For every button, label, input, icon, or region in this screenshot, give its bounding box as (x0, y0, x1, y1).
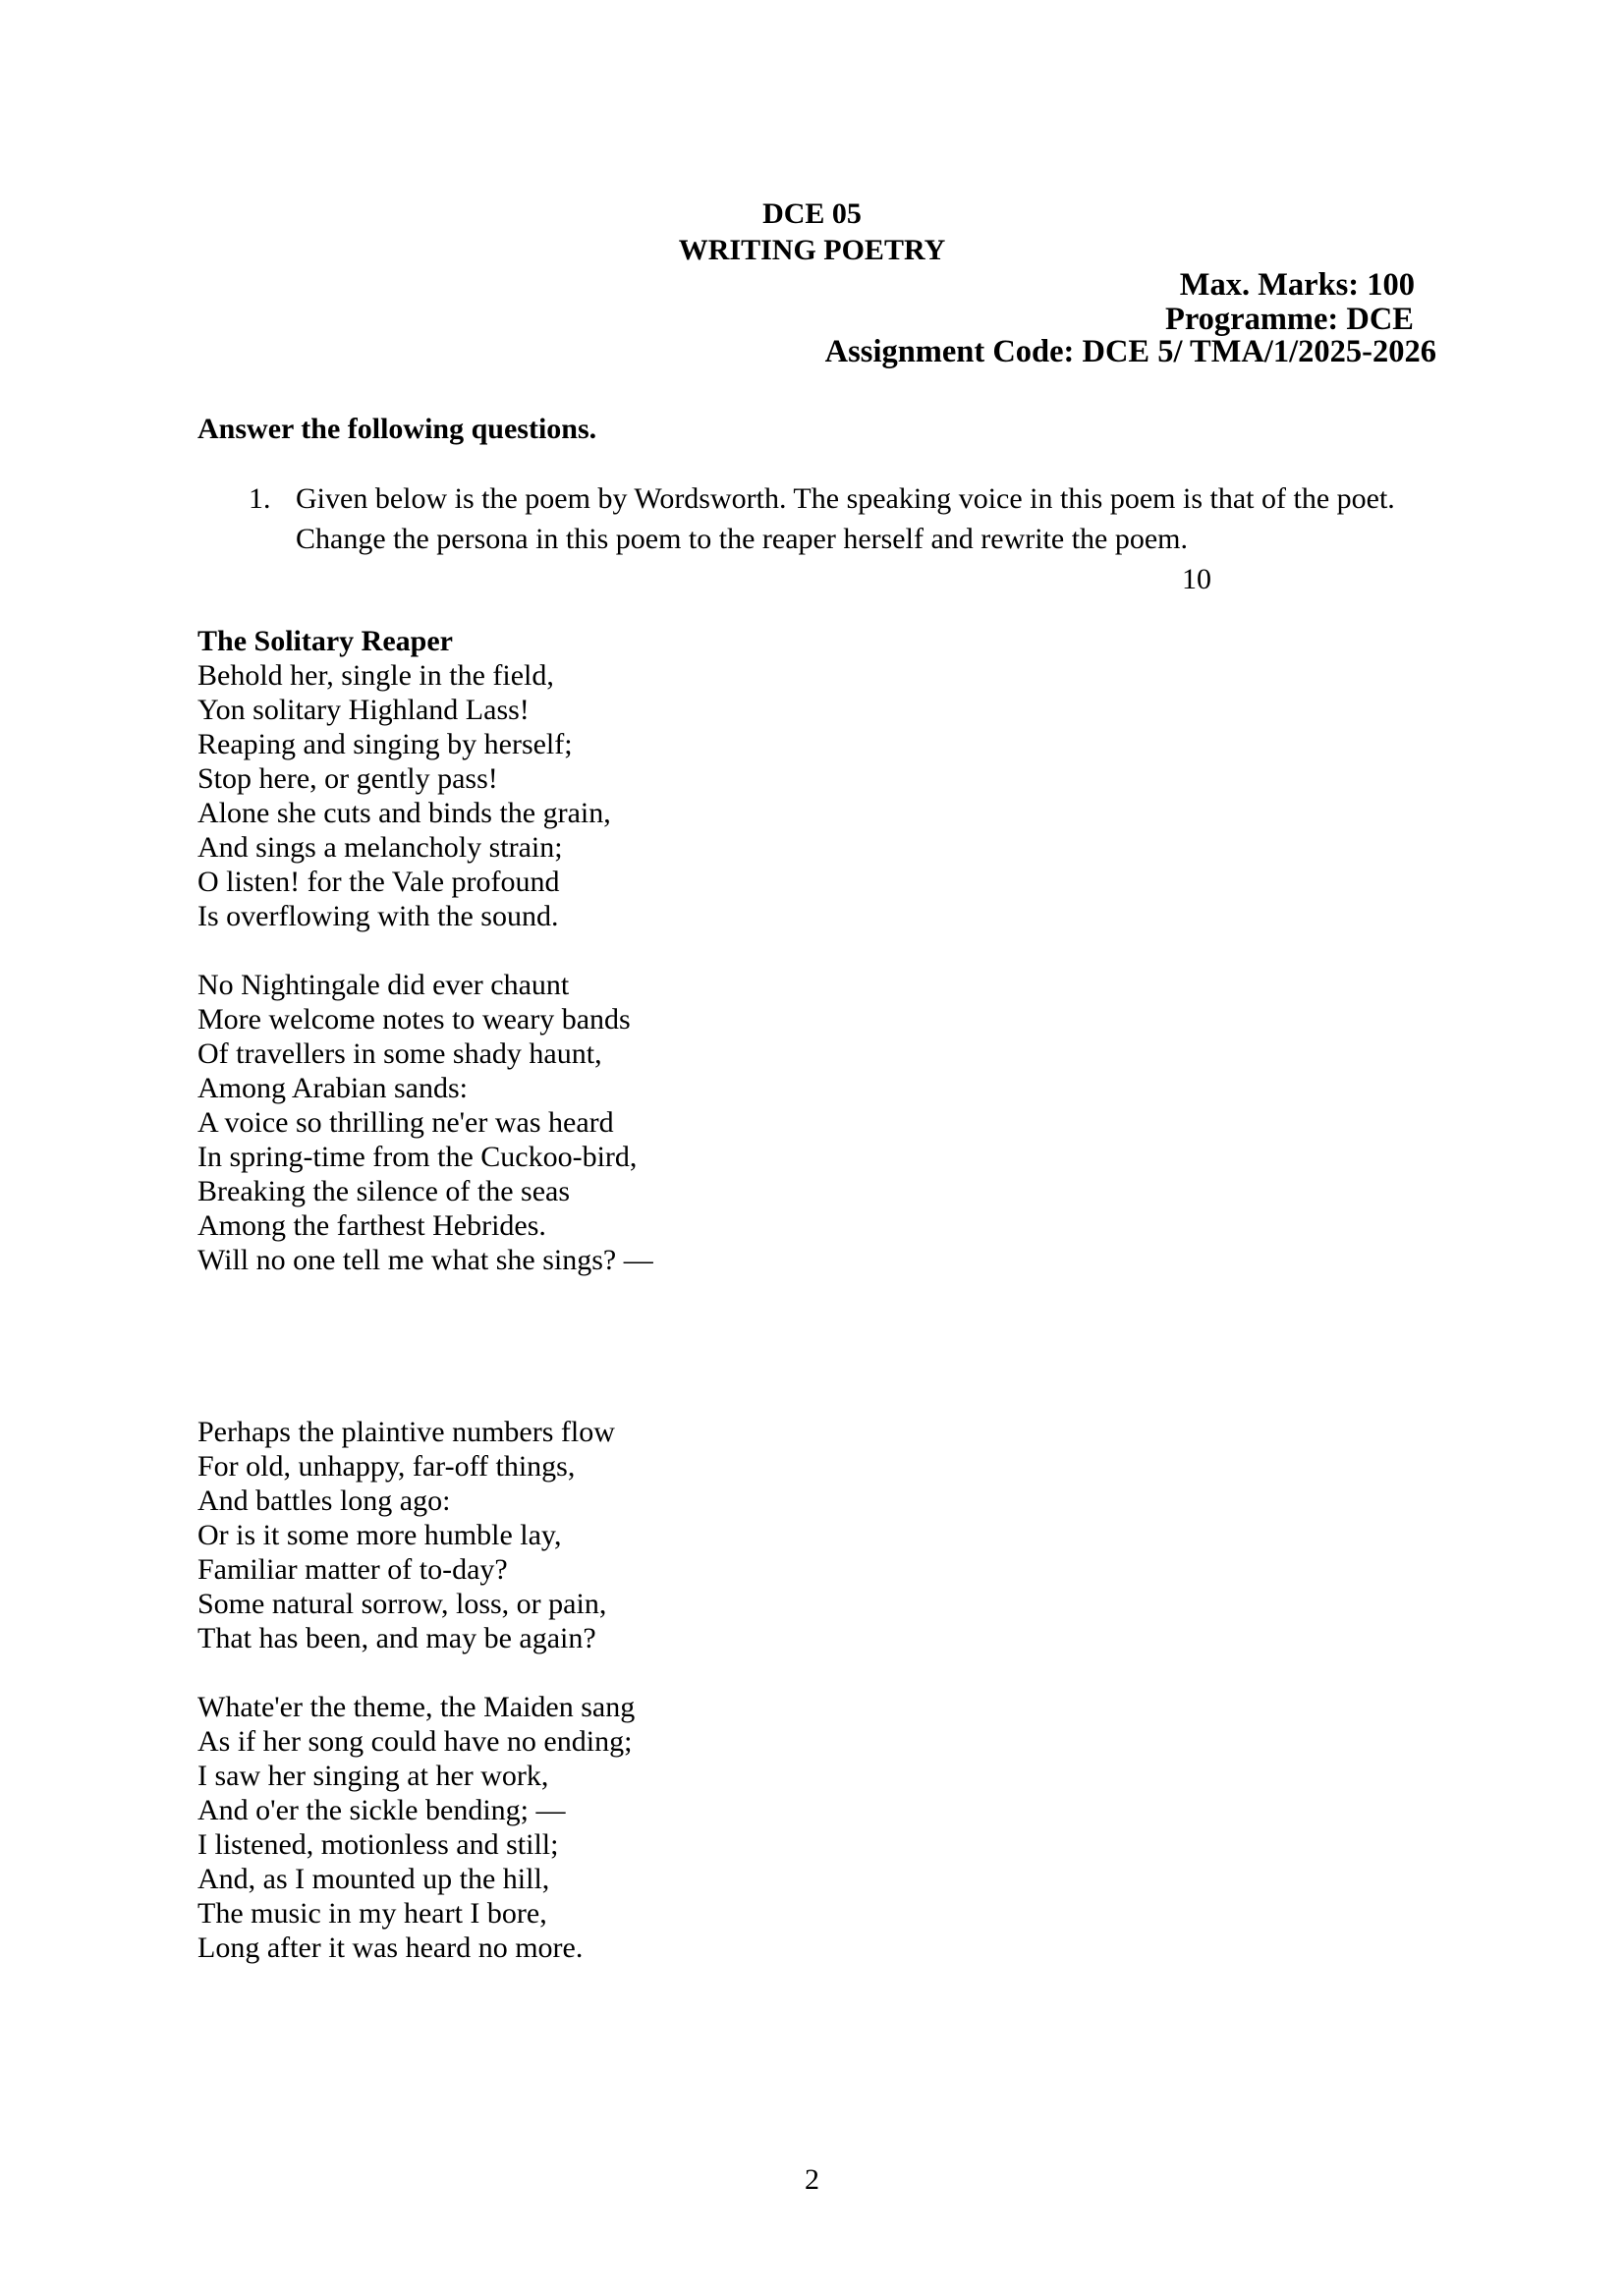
stanza-gap (197, 1655, 653, 1690)
assignment-code: Assignment Code: DCE 5/ TMA/1/2025-2026 (824, 334, 1436, 369)
poem-stanza-2 (197, 968, 653, 1277)
poem-line: Yon solitary Highland Lass! (197, 694, 530, 726)
poem-line: That has been, and may be again? (197, 1622, 596, 1654)
poem-line: And battles long ago: (197, 1484, 451, 1517)
poem-line: More welcome notes to weary bands (197, 1003, 631, 1036)
poem-line: Or is it some more humble lay, (197, 1519, 562, 1551)
poem-line: Familiar matter of to-day? (197, 1553, 508, 1586)
question-number: 1. (249, 482, 271, 515)
question-text-line: Change the persona in this poem to the reaper herself and rewrite the poem. (296, 523, 1189, 555)
question-marks: 10 (1182, 563, 1211, 595)
programme: Programme: DCE (1164, 302, 1414, 337)
poem-line: In spring-time from the Cuckoo-bird, (197, 1141, 638, 1173)
poem-line: No Nightingale did ever chaunt (197, 969, 570, 1001)
poem-line: Is overflowing with the sound. (197, 900, 559, 932)
poem (197, 624, 653, 1965)
poem-line: And, as I mounted up the hill, (197, 1863, 550, 1895)
poem-line: Whate'er the theme, the Maiden sang (197, 1691, 636, 1723)
poem-line: Perhaps the plaintive numbers flow (197, 1416, 615, 1448)
poem-line: Some natural sorrow, loss, or pain, (197, 1588, 607, 1620)
poem-line: And o'er the sickle bending; — (197, 1794, 566, 1826)
course-code: DCE 05 (762, 197, 862, 230)
poem-line: I saw her singing at her work, (197, 1760, 549, 1792)
question-text-line: Given below is the poem by Wordsworth. The speaking voice in this poem is that of the poet. (296, 482, 1395, 515)
instructions-heading: Answer the following questions. (197, 413, 597, 445)
page-number: 2 (805, 2163, 819, 2196)
poem-line: Among the farthest Hebrides. (197, 1209, 546, 1242)
poem-line: Stop here, or gently pass! (197, 762, 498, 795)
poem-stanza-3 (197, 1415, 653, 1655)
poem-line: A voice so thrilling ne'er was heard (197, 1106, 614, 1139)
poem-line: The music in my heart I bore, (197, 1897, 547, 1930)
poem-line: Of travellers in some shady haunt, (197, 1037, 602, 1070)
poem-line: Breaking the silence of the seas (197, 1175, 571, 1207)
poem-stanza-4 (197, 1690, 653, 1965)
poem-title: The Solitary Reaper (197, 625, 453, 657)
poem-line: O listen! for the Vale profound (197, 866, 560, 898)
poem-line: Long after it was heard no more. (197, 1932, 584, 1964)
poem-line: I listened, motionless and still; (197, 1828, 559, 1861)
poem-line: For old, unhappy, far-off things, (197, 1450, 576, 1483)
poem-line: As if her song could have no ending; (197, 1725, 633, 1758)
poem-stanza-1 (197, 658, 653, 933)
poem-line: Among Arabian sands: (197, 1072, 468, 1104)
poem-line: Will no one tell me what she sings? — (197, 1244, 653, 1276)
poem-line: Behold her, single in the field, (197, 659, 554, 692)
poem-line: And sings a melancholy strain; (197, 831, 563, 864)
stanza-gap (197, 1277, 653, 1415)
course-title: WRITING POETRY (678, 234, 946, 266)
max-marks: Max. Marks: 100 (1179, 267, 1415, 303)
poem-line: Reaping and singing by herself; (197, 728, 573, 760)
poem-line: Alone she cuts and binds the grain, (197, 797, 611, 829)
stanza-gap (197, 933, 653, 968)
